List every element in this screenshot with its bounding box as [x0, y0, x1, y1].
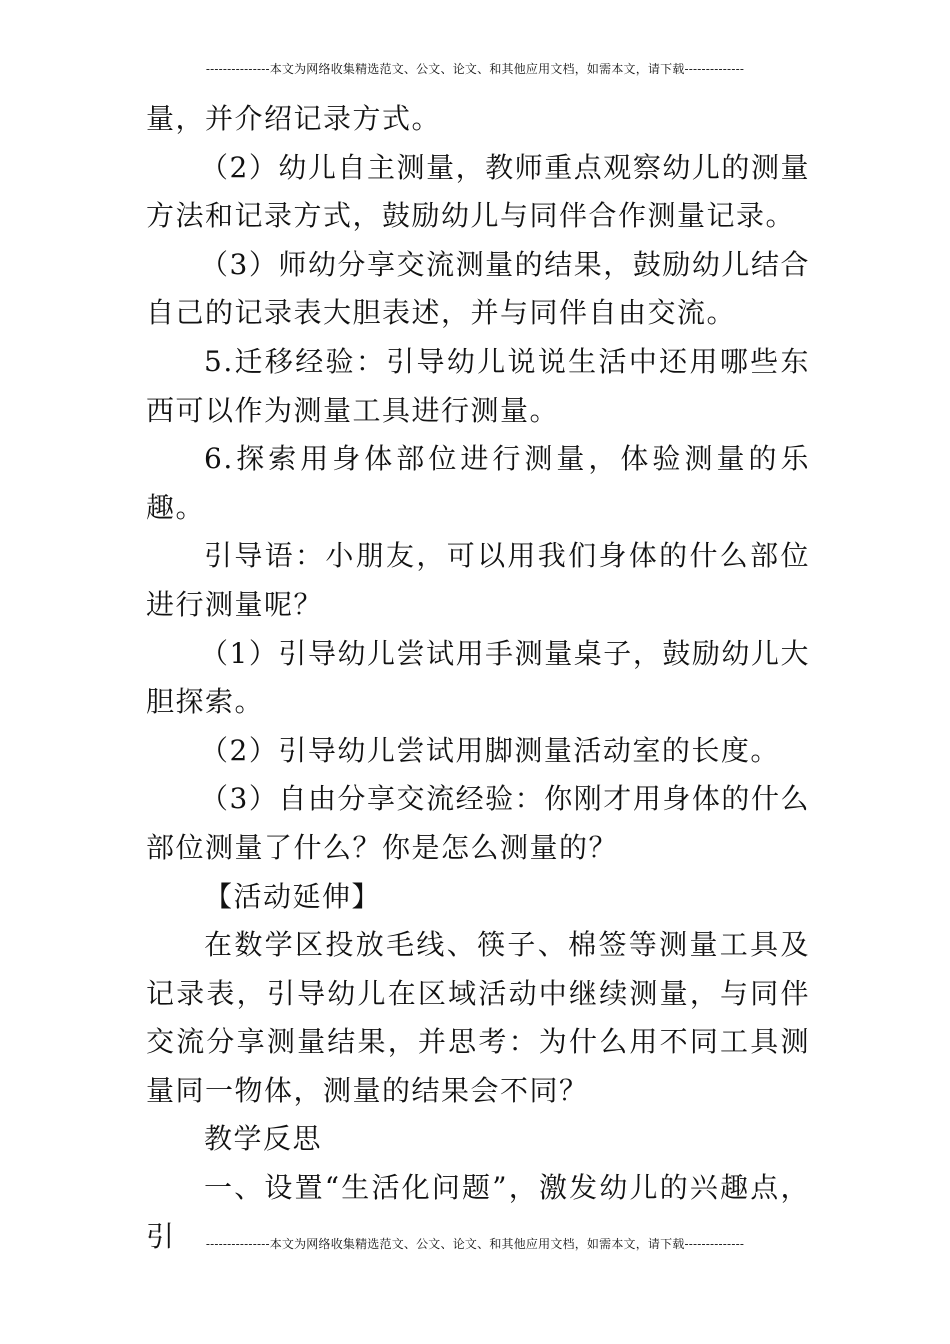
- paragraph-step-2: （2）幼儿自主测量，教师重点观察幼儿的测量方法和记录方式，鼓励幼儿与同伴合作测量记录。: [146, 150, 810, 233]
- footer-banner: ---------------本文为网络收集精选范文、公文、论文、和其他应用文档，如需本文，请下载--------------: [205, 1237, 745, 1251]
- paragraph-reflection-point-1: 一、设置“生活化问题”，激发幼儿的兴趣点，引: [146, 1171, 810, 1253]
- paragraph-continuation: 量，并介绍记录方式。: [146, 102, 442, 135]
- paragraph-explore-body-parts: 6.探索用身体部位进行测量，体验测量的乐趣。: [146, 442, 810, 524]
- paragraph-transfer-experience: 5.迁移经验：引导幼儿说说生活中还用哪些东西可以作为测量工具进行测量。: [146, 344, 810, 427]
- paragraph-math-area: 在数学区投放毛线、筷子、棉签等测量工具及记录表，引导幼儿在区域活动中继续测量，与同伴交流分享测量结果，并思考：为什么用不同工具测量同一物体，测量的结果会不同？: [146, 928, 810, 1107]
- paragraph-step-3: （3）师幼分享交流测量的结果，鼓励幼儿结合自己的记录表大胆表述，并与同伴自由交流。: [146, 247, 810, 330]
- paragraph-free-sharing: （3）自由分享交流经验：你刚才用身体的什么部位测量了什么？你是怎么测量的？: [146, 782, 810, 864]
- document-body: [146, 95, 810, 1261]
- section-heading-activity-extension: 【活动延伸】: [204, 879, 382, 913]
- paragraph-guiding-question: 引导语：小朋友，可以用我们身体的什么部位进行测量呢？: [146, 539, 810, 621]
- section-heading-teaching-reflection: 教学反思: [204, 1122, 323, 1156]
- paragraph-foot-measure: （2）引导幼儿尝试用脚测量活动室的长度。: [200, 733, 780, 767]
- header-banner: ---------------本文为网络收集精选范文、公文、论文、和其他应用文档，如需本文，请下载--------------: [205, 62, 745, 76]
- paragraph-hand-measure: （1）引导幼儿尝试用手测量桌子，鼓励幼儿大胆探索。: [146, 636, 810, 719]
